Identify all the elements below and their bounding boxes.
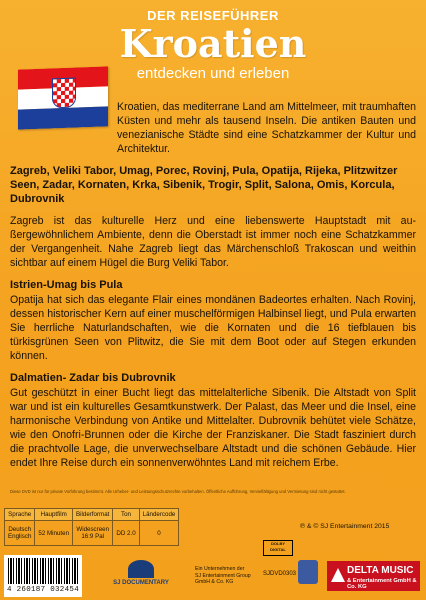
spec-value: DD 2.0 (113, 521, 139, 546)
company-info (195, 566, 251, 586)
zagreb-text: Zagreb ist das kulturelle Herz und eine liebenswerte Hauptstadt mit au-ßergewöhnlichem Ambiente, denn die Oberstadt ist immer noch eine Schatzkammer der Vergangenheit. Nahe Zagreb liegt das Märchenschloß Trakoscan und weithin sichtbar auf einem Hügel die Burg Veliki Tabor. (10, 215, 416, 269)
spec-header: Sprache (5, 509, 35, 521)
spec-header: Ländercode (139, 509, 179, 521)
section-text: Opatija hat sich das elegante Flair eines mondänen Badeortes erhalten. Nach Rovinj, dessen historischer Kern auf einer muschelförmigen Halbinsel liegt, und Pula erwarten Sie herrliche Naturlandschaften, wie die Kornaten und die 16 tiefblauen bis türkisgrünen Seen von Plitwitz, die Sie mit dem Boot oder auf Stegen erkunden können. (10, 294, 416, 362)
section-heading: Dalmatien- Zadar bis Dubrovnik (10, 372, 176, 384)
page-title: Kroatien (119, 21, 307, 66)
spec-header: Bilderformat (73, 509, 113, 521)
section-dalmatien (10, 371, 416, 470)
sj-logo-icon (128, 560, 154, 578)
spec-value: Widescreen 16:9 Pal (73, 521, 113, 546)
spec-value: 0 (139, 521, 179, 546)
series-kicker: DER REISEFÜHRER (147, 8, 279, 23)
sj-logo-text: SJ DOCUMENTARY (113, 580, 169, 586)
copyright: ℗ & © SJ Entertainment 2015 (300, 523, 390, 530)
city-list: Zagreb, Veliki Tabor, Umag, Porec, Rovinj, Pula, Opatija, Rijeka, Plitzwitzer Seen, Zadar, Kornaten, Krka, Sibenik, Trogir, Split, Salona, Omis, Korcula, Dubrovnik (10, 165, 398, 205)
barcode-icon (8, 558, 78, 584)
section-istrien (10, 278, 416, 363)
delta-subline: & Entertainment GmbH & Co. KG (347, 578, 417, 590)
dolby-line: DIGITAL (270, 547, 286, 552)
barcode-number: 4 260187 032454 (7, 586, 80, 594)
sj-documentary-logo (96, 560, 186, 586)
section-text: Gut geschützt in einer Bucht liegt das mittelalterliche Sibenik. Die Altstadt von Split war und ist ein kulturelles Gesamtkunstwerk. Der Palast, das Meer und die Insel, eine harmonische Verbindung von Antike und Mittelalter. Dubrovnik behütet viele Schätze, wie den Onofri-Brunnen oder die Kirche der Franziskaner. Die Stadt fasziniert durch die prachtvolle Lage, die unverwechselbare Altstadt und die schönen Gebäude. Hier endet Ihre Reise durch ein sonnenverwöhntes Land mit reichem Erbe. (10, 387, 416, 469)
spec-value: Deutsch Englisch (5, 521, 35, 546)
company-line: Ein Unternehmen der (195, 566, 245, 572)
section-heading: Istrien-Umag bis Pula (10, 279, 123, 291)
intro-text: Kroatien, das mediterrane Land am Mittelmeer, mit traumhaften Küsten und mehr als tausend Inseln. Die antiken Bauten und venezianische Städte sind eine Schatzkammer der Kultur und Architektur. (117, 101, 416, 155)
catalog-number: SJDVD0303 (263, 571, 297, 577)
subtitle: entdecken und erleben (136, 65, 290, 82)
company-line: GmbH & Co. KG (195, 579, 234, 585)
dolby-line: DOLBY (271, 541, 285, 546)
company-line: SJ Entertainment Group (195, 572, 251, 579)
legal-notice: Diese DVD ist nur für private Vorführung bestimmt. Alle Urheber- und Leistungsschutzrechte vorbehalten. Öffentliche Aufführung, Vervielfältigung und Vermietung sind nicht gestattet. (10, 489, 346, 494)
spec-value: 52 Minuten (35, 521, 73, 546)
sj-badge-icon (298, 560, 318, 584)
spec-header: Hauptfilm (35, 509, 73, 521)
description (10, 100, 416, 470)
specs-table (4, 508, 179, 546)
delta-name: DELTA MUSIC (347, 565, 414, 576)
dolby-digital-logo (263, 540, 293, 556)
delta-triangle-icon (331, 568, 345, 582)
delta-music-logo (327, 561, 420, 591)
barcode (4, 555, 82, 597)
spec-header: Ton (113, 509, 139, 521)
